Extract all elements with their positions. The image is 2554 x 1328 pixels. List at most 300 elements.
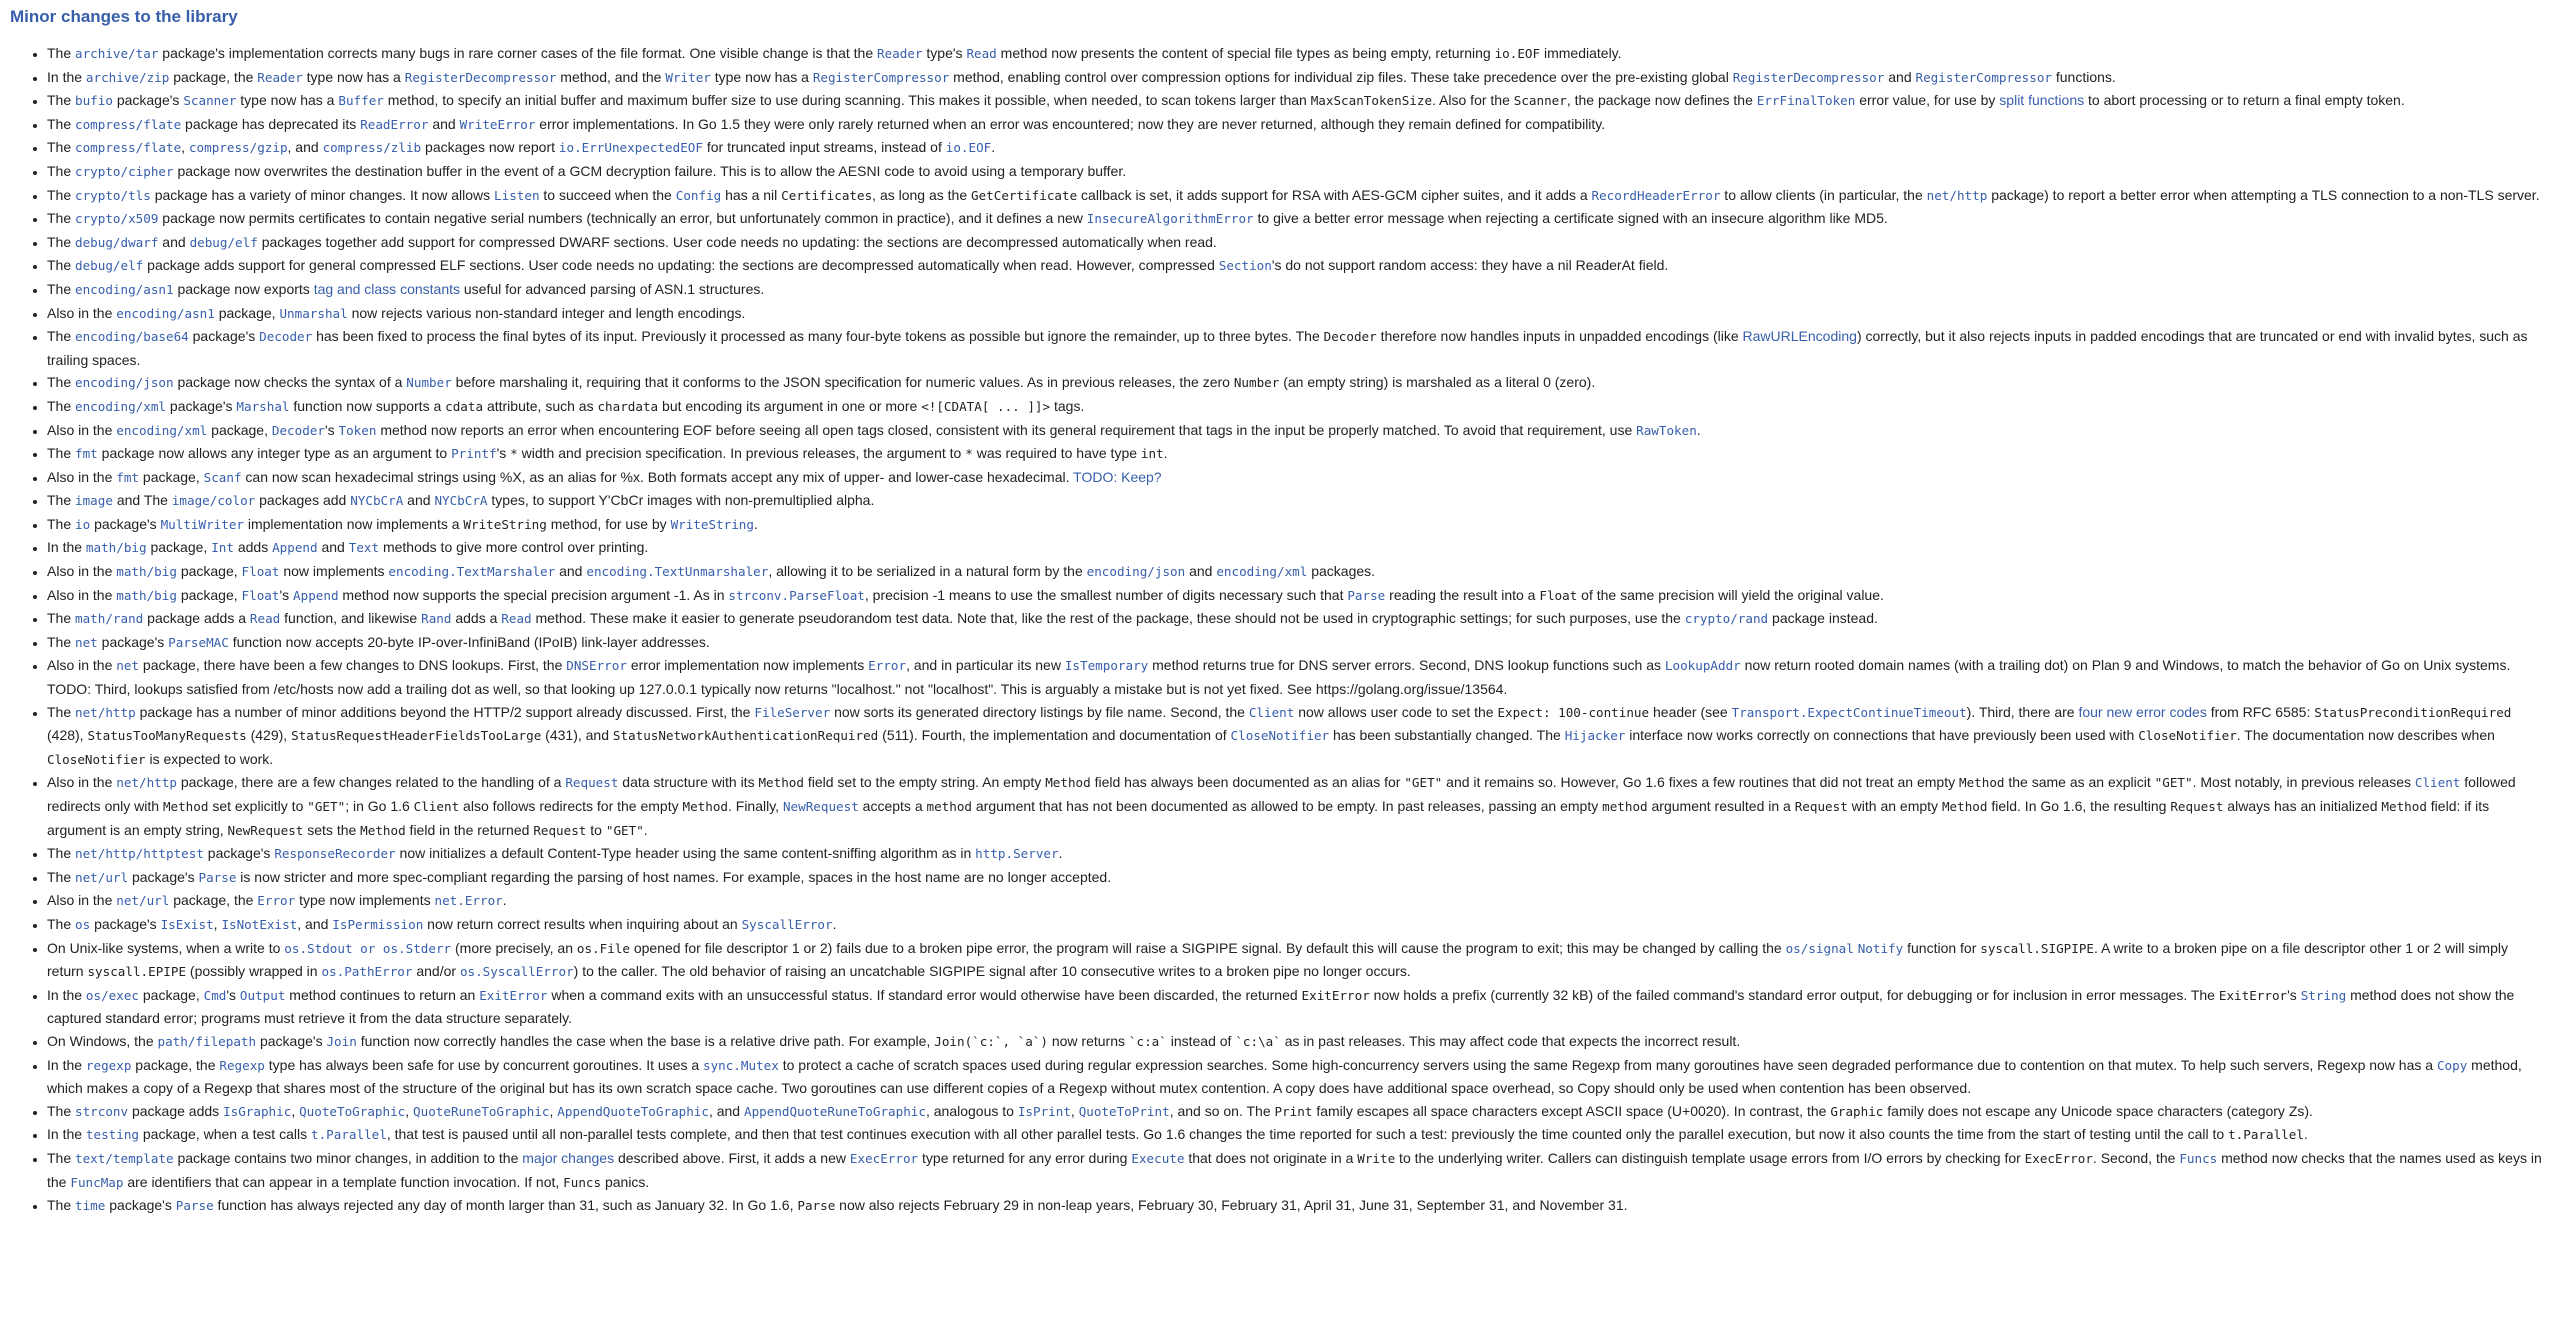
body-text: implementation now implements a (243, 515, 464, 532)
code-link[interactable] (172, 492, 255, 508)
code-link[interactable] (116, 422, 207, 438)
list-item (47, 1194, 2546, 1218)
inline-code: Method (1045, 775, 1091, 791)
body-text: 's (2287, 986, 2301, 1003)
body-text: and (1884, 68, 1916, 85)
inline-code: Scanner (183, 93, 237, 109)
body-text: instead of (1166, 1032, 1236, 1049)
inline-code: ParseMAC (168, 634, 229, 650)
inline-code: Parse (797, 1198, 836, 1214)
code-link[interactable] (242, 587, 280, 603)
body-text: always has an initialized (2223, 798, 2382, 814)
inline-code: path/filepath (157, 1033, 257, 1049)
body-text: The (47, 210, 76, 227)
code-link[interactable] (75, 281, 174, 297)
code-link[interactable] (219, 1057, 265, 1073)
code-link[interactable] (676, 187, 722, 203)
body-text: Also in the (47, 563, 117, 580)
code-link[interactable] (339, 422, 377, 438)
body-text: package's (188, 328, 260, 345)
body-text: . (1696, 421, 1701, 438)
code-link[interactable] (783, 798, 859, 814)
code-link[interactable] (75, 116, 181, 132)
list-item (47, 631, 2546, 655)
code-link[interactable] (75, 516, 90, 532)
body-text: immediately. (1540, 45, 1622, 61)
code-link[interactable] (460, 116, 536, 132)
code-link[interactable] (242, 563, 280, 579)
code-link[interactable] (1565, 727, 1626, 743)
code-link[interactable] (75, 845, 204, 861)
list-item (47, 1123, 2546, 1147)
code-link[interactable] (198, 869, 236, 885)
body-text: and (555, 563, 587, 580)
code-link[interactable] (1685, 610, 1768, 626)
body-text: The (47, 139, 76, 156)
code-link[interactable] (559, 139, 703, 155)
code-link[interactable] (338, 92, 384, 108)
body-text: In the (47, 986, 86, 1003)
body-text: , (405, 1102, 414, 1119)
list-item (47, 254, 2546, 278)
code-link[interactable] (360, 116, 428, 132)
inline-code: net.Error (434, 893, 503, 909)
code-link[interactable] (321, 963, 412, 979)
code-link[interactable] (1065, 657, 1148, 673)
list-item (47, 701, 2546, 772)
inline-code: Certificates (781, 187, 873, 203)
body-text: packages. (1307, 563, 1376, 580)
code-link[interactable] (1732, 704, 1967, 720)
body-text: therefore now handles inputs in unpadded encodings (like (1376, 328, 1743, 345)
code-link[interactable] (75, 187, 151, 203)
code-link[interactable] (728, 587, 864, 603)
body-text: package has deprecated its (181, 115, 361, 132)
code-link[interactable] (75, 445, 98, 461)
body-text: now return rooted domain names (with a trailing dot) on Plan 9 and Windows, to match the behavior of Go on Unix systems. TODO: Third, lookups satisfied from /etc/hosts now add a trailing dot as well, so that looking up 127.0.0.1 typically now returns "localhost." not "localhost". This is arguably a mistake but is not yet fixed. See https://golang.org/issue/13564. (47, 657, 2511, 698)
inline-code: Request (2170, 799, 2224, 814)
inline-code: net/http/httptest (75, 846, 204, 862)
body-text: The (47, 186, 76, 203)
inline-code: RegisterCompressor (812, 69, 950, 85)
body-text: In the (47, 68, 86, 85)
code-link[interactable] (259, 328, 312, 344)
list-item (47, 771, 2546, 842)
list-item (47, 536, 2546, 560)
body-text: and (158, 233, 190, 250)
body-text: . The documentation now describes when (2236, 727, 2495, 744)
inline-code: StatusRequestHeaderFieldsTooLarge (291, 728, 542, 744)
code-link[interactable] (211, 539, 234, 555)
code-link[interactable] (311, 1126, 387, 1142)
body-text: The (47, 610, 76, 627)
code-link[interactable] (1927, 187, 1988, 203)
code-link[interactable] (1347, 587, 1385, 603)
inline-code: Float (241, 564, 280, 580)
inline-code: debug/dwarf (75, 234, 159, 250)
inline-code: math/big (116, 587, 177, 603)
body-text: followed redirects only with (47, 774, 2516, 814)
code-link[interactable] (161, 516, 244, 532)
inline-code: Number (406, 375, 452, 391)
body-text: package adds a (143, 610, 250, 627)
code-link[interactable] (1216, 563, 1307, 579)
body-text: set explicitly to (208, 798, 308, 814)
code-link[interactable] (1087, 210, 1254, 226)
body-text: package, (214, 304, 280, 321)
inline-code: Write (1357, 1150, 1396, 1166)
code-link[interactable] (1786, 940, 1854, 956)
code-link[interactable] (1231, 727, 1330, 743)
code-link[interactable] (257, 69, 303, 85)
body-text: package, (207, 421, 272, 438)
body-text: package now allows any integer type as an argument to (97, 445, 452, 462)
code-link[interactable] (250, 610, 280, 626)
code-link[interactable] (877, 45, 923, 61)
body-text: to allow clients (in particular, the (1720, 186, 1927, 203)
inline-code: Listen (494, 187, 540, 203)
code-link[interactable] (405, 69, 557, 85)
code-link[interactable] (494, 187, 540, 203)
inline-code: Request (533, 822, 587, 838)
code-link[interactable] (665, 69, 711, 85)
code-link[interactable] (754, 704, 830, 720)
body-text: package instead. (1768, 610, 1878, 627)
code-link[interactable] (204, 469, 242, 485)
code-link[interactable] (75, 610, 143, 626)
code-link[interactable] (284, 940, 451, 956)
code-link[interactable] (75, 398, 166, 414)
inline-code: SyscallError (741, 916, 833, 932)
inline-code: <![CDATA[ ... ]]> (921, 398, 1051, 414)
inline-code: WriteString (463, 516, 547, 532)
inline-code: `c:a` (1128, 1033, 1167, 1049)
body-text: , and (297, 915, 333, 932)
code-link[interactable] (116, 774, 177, 790)
code-link[interactable] (703, 1057, 779, 1073)
body-text: . (991, 139, 996, 156)
inline-code: Error (257, 893, 296, 909)
code-link[interactable] (158, 1033, 257, 1049)
body-text: Also in the (47, 774, 117, 791)
inline-code: encoding/base64 (75, 329, 189, 345)
code-link[interactable] (86, 69, 169, 85)
inline-code: testing (85, 1127, 139, 1143)
body-text: function now correctly handles the case when the base is a relative drive path. For example, (356, 1032, 935, 1049)
body-text: The (47, 1102, 76, 1119)
inline-code: Read (966, 46, 997, 61)
code-link[interactable] (161, 916, 214, 932)
body-text: , (291, 1102, 300, 1119)
inline-code: QuoteRuneToGraphic (413, 1103, 550, 1119)
inline-code: strconv.ParseFloat (728, 587, 865, 603)
code-link[interactable] (501, 610, 531, 626)
code-link[interactable] (966, 45, 996, 61)
body-text: field has always been documented as an alias for (1090, 774, 1405, 791)
body-text: , (1070, 1102, 1079, 1119)
code-link[interactable] (326, 1033, 356, 1049)
code-link[interactable] (75, 1103, 128, 1119)
inline-code: Rand (421, 611, 452, 627)
text-link[interactable]: four new error codes (2078, 703, 2207, 720)
list-item (47, 1100, 2546, 1124)
code-link[interactable] (388, 563, 555, 579)
code-link[interactable] (190, 234, 258, 250)
body-text: callback is set, it adds support for RSA with AES-GCM cipher suites, and it adds a (1077, 186, 1592, 203)
code-link[interactable] (2301, 987, 2347, 1003)
body-text: method continues to return an (285, 986, 480, 1003)
code-link[interactable] (1757, 92, 1856, 108)
code-link[interactable] (671, 516, 754, 532)
body-text: package, the (169, 892, 258, 909)
text-link[interactable]: tag and class constants (313, 280, 460, 297)
inline-code: http.Server (975, 846, 1059, 862)
code-link[interactable] (434, 492, 487, 508)
code-link[interactable] (189, 139, 288, 155)
body-text: and/or (412, 963, 460, 980)
inline-code: Parse (1347, 587, 1386, 603)
inline-code: DNSError (566, 658, 627, 674)
body-text: type's (922, 45, 967, 61)
code-link[interactable] (116, 563, 177, 579)
text-link[interactable]: split functions (1999, 92, 2085, 109)
code-link[interactable] (2437, 1057, 2467, 1073)
code-link[interactable] (744, 1103, 926, 1119)
inline-code: Join (326, 1033, 357, 1049)
body-text: The (47, 845, 76, 862)
body-text: type has always been safe for use by concurrent goroutines. It uses a (264, 1056, 704, 1073)
code-link[interactable] (349, 539, 379, 555)
list-item (47, 984, 2546, 1030)
inline-code: String (2300, 987, 2347, 1003)
code-link[interactable] (2179, 1150, 2217, 1166)
code-link[interactable] (299, 1103, 405, 1119)
code-link[interactable] (813, 69, 949, 85)
inline-code: StatusNetworkAuthenticationRequired (612, 728, 879, 744)
code-link[interactable] (75, 374, 174, 390)
inline-code: NYCbCrA (350, 493, 404, 509)
inline-code: Execute (1131, 1150, 1185, 1166)
body-text: . A write to a broken pipe on a file descriptor other 1 or 2 will simply return (47, 939, 2508, 980)
code-link[interactable] (1131, 1150, 1184, 1166)
inline-code: ErrFinalToken (1756, 93, 1856, 109)
code-link[interactable] (279, 305, 347, 321)
body-text: was required to have type (972, 445, 1141, 462)
code-link[interactable] (116, 305, 215, 321)
inline-code: Client (413, 799, 460, 814)
inline-code: ExecError (849, 1150, 919, 1166)
inline-code: FuncMap (70, 1174, 124, 1190)
body-text: package now permits certificates to contain negative serial numbers (technically an error, but unfortunately common in practice), and it defines a new (158, 210, 1087, 227)
code-link[interactable] (204, 987, 227, 1003)
body-text: The (47, 868, 76, 885)
code-link[interactable] (323, 139, 422, 155)
text-link[interactable]: RawURLEncoding (1742, 328, 1857, 345)
code-link[interactable] (86, 1126, 139, 1142)
code-link[interactable] (75, 704, 136, 720)
body-text: ) to the caller. The old behavior of raising an uncatchable SIGPIPE signal after 10 consecutive writes to a broken pipe no longer occurs. (573, 963, 1411, 980)
list-item (47, 278, 2546, 302)
code-link[interactable] (75, 163, 174, 179)
code-link[interactable] (1249, 704, 1295, 720)
code-link[interactable] (586, 563, 768, 579)
inline-code: CloseNotifier (1230, 728, 1330, 744)
inline-code: Request (1794, 799, 1848, 814)
code-link[interactable] (75, 210, 158, 226)
body-text: 's (324, 421, 339, 438)
code-link[interactable] (272, 422, 325, 438)
code-link[interactable] (75, 492, 113, 508)
body-text: field. In Go 1.6, the resulting (1987, 798, 2171, 814)
inline-code: fmt (75, 446, 98, 462)
body-text: now initializes a default Content-Type header using the same content-sniffing algorithm as in (395, 845, 976, 862)
body-text: package's (105, 1197, 176, 1214)
inline-code: Scanf (203, 469, 242, 485)
code-link[interactable] (86, 987, 139, 1003)
body-text: error value, for use by (1855, 92, 2000, 109)
code-link[interactable] (557, 1103, 709, 1119)
list-item (47, 560, 2546, 584)
code-link[interactable] (413, 1103, 549, 1119)
code-link[interactable] (566, 657, 627, 673)
body-text: The (47, 257, 76, 274)
body-text: , analogous to (925, 1102, 1018, 1119)
body-text: , as long as the (872, 186, 972, 203)
code-link[interactable] (116, 587, 177, 603)
code-link[interactable] (75, 1150, 174, 1166)
code-link[interactable] (75, 92, 113, 108)
code-link[interactable] (1636, 422, 1697, 438)
code-link[interactable] (565, 774, 618, 790)
code-link[interactable] (332, 916, 423, 932)
code-link[interactable] (75, 869, 128, 885)
code-link[interactable] (75, 634, 98, 650)
code-link[interactable] (272, 539, 318, 555)
body-text: field: if its argument is an empty string, (47, 798, 2490, 838)
code-link[interactable] (1592, 187, 1721, 203)
code-link[interactable] (1733, 69, 1885, 85)
body-text: types, to support Y'CbCr images with non-premultiplied alpha. (487, 492, 875, 509)
code-link[interactable] (406, 374, 452, 390)
code-link[interactable] (86, 539, 147, 555)
code-link[interactable] (421, 610, 451, 626)
inline-code: encoding/xml (1216, 564, 1308, 580)
code-link[interactable] (240, 987, 286, 1003)
code-link[interactable] (75, 328, 189, 344)
inline-code: encoding/asn1 (75, 281, 174, 297)
code-link[interactable] (75, 257, 143, 273)
inline-code: NewRequest (227, 822, 304, 838)
body-text: package has a number of minor additions beyond the HTTP/2 support already discussed. First, the (135, 703, 755, 720)
body-text: and (317, 539, 349, 556)
code-link[interactable] (2415, 774, 2461, 790)
inline-code: image/color (171, 493, 256, 509)
code-link[interactable] (435, 892, 503, 908)
inline-code: io.EOF (1494, 46, 1541, 61)
list-item (47, 136, 2546, 160)
code-link[interactable] (1858, 940, 1904, 956)
code-link[interactable] (221, 916, 297, 932)
body-text: package, there have been a few changes to DNS lookups. First, the (139, 657, 567, 674)
inline-code: QuoteToPrint (1078, 1103, 1170, 1119)
list-item (47, 231, 2546, 255)
code-link[interactable] (176, 1197, 214, 1213)
body-text: when a command exits with an unsuccessful status. If standard error would otherwise have been discarded, the returned (547, 986, 1302, 1003)
code-link[interactable] (868, 657, 906, 673)
body-text: . Most notably, in previous releases (2192, 774, 2415, 791)
body-text: (428), (47, 727, 88, 744)
code-link[interactable] (116, 469, 139, 485)
code-link[interactable] (1916, 69, 2052, 85)
code-link[interactable] (975, 845, 1058, 861)
code-link[interactable] (460, 963, 574, 979)
body-text: . (502, 892, 507, 909)
code-link[interactable] (1079, 1103, 1170, 1119)
body-text: before marshaling it, requiring that it conforms to the JSON specification for numeric values. As in previous releases, the zero (451, 374, 1234, 391)
inline-code: os.SyscallError (459, 964, 574, 980)
code-link[interactable] (274, 845, 395, 861)
inline-code: compress/flate (75, 116, 182, 132)
body-text: package, there are a few changes related to the handling of a (176, 774, 566, 791)
code-link[interactable] (183, 92, 236, 108)
code-link[interactable] (168, 634, 229, 650)
code-link[interactable] (1665, 657, 1741, 673)
code-link[interactable] (75, 916, 90, 932)
body-text: argument resulted in a (1647, 798, 1795, 814)
body-text: , and (287, 139, 323, 156)
code-link[interactable] (257, 892, 295, 908)
inline-code: int (1140, 446, 1164, 462)
code-link[interactable] (850, 1150, 918, 1166)
text-link[interactable]: major changes (522, 1149, 615, 1166)
code-link[interactable] (479, 987, 547, 1003)
code-link[interactable] (1087, 563, 1186, 579)
list-item (47, 607, 2546, 631)
body-text: has been fixed to process the final bytes of its input. Previously it processed as many four-byte tokens as possible but ignore the remainder, up to three bytes. The (312, 328, 1324, 345)
code-link[interactable] (1018, 1103, 1071, 1119)
list-item (47, 395, 2546, 419)
code-link[interactable] (223, 1103, 291, 1119)
body-text: to give a better error message when rejecting a certificate signed with an insecure algorithm like MD5. (1253, 210, 1888, 227)
code-link[interactable] (236, 398, 289, 414)
code-link[interactable] (70, 1174, 123, 1190)
body-text: method, for use by (546, 515, 671, 532)
code-link[interactable] (1219, 257, 1272, 273)
text-link[interactable]: TODO: Keep? (1073, 468, 1162, 485)
code-link[interactable] (75, 139, 181, 155)
inline-code: os.File (576, 940, 630, 956)
code-link[interactable] (946, 139, 992, 155)
body-text: package's (166, 397, 237, 414)
code-link[interactable] (116, 657, 139, 673)
code-link[interactable] (86, 1057, 132, 1073)
body-text: The (47, 374, 76, 391)
code-link[interactable] (350, 492, 403, 508)
code-link[interactable] (75, 1197, 105, 1213)
code-link[interactable] (451, 445, 497, 461)
inline-code: Client (2414, 775, 2461, 791)
code-link[interactable] (116, 892, 169, 908)
inline-code: encoding/json (75, 375, 174, 391)
inline-code: crypto/rand (1684, 611, 1769, 627)
inline-code: StatusTooManyRequests (87, 728, 247, 744)
inline-code: os/exec (85, 987, 139, 1003)
code-link[interactable] (75, 45, 158, 61)
code-link[interactable] (293, 587, 339, 603)
code-link[interactable] (75, 234, 158, 250)
body-text: to the underlying writer. Callers can distinguish template usage errors from I/O errors by checking for (1395, 1149, 2025, 1166)
code-link[interactable] (742, 916, 833, 932)
